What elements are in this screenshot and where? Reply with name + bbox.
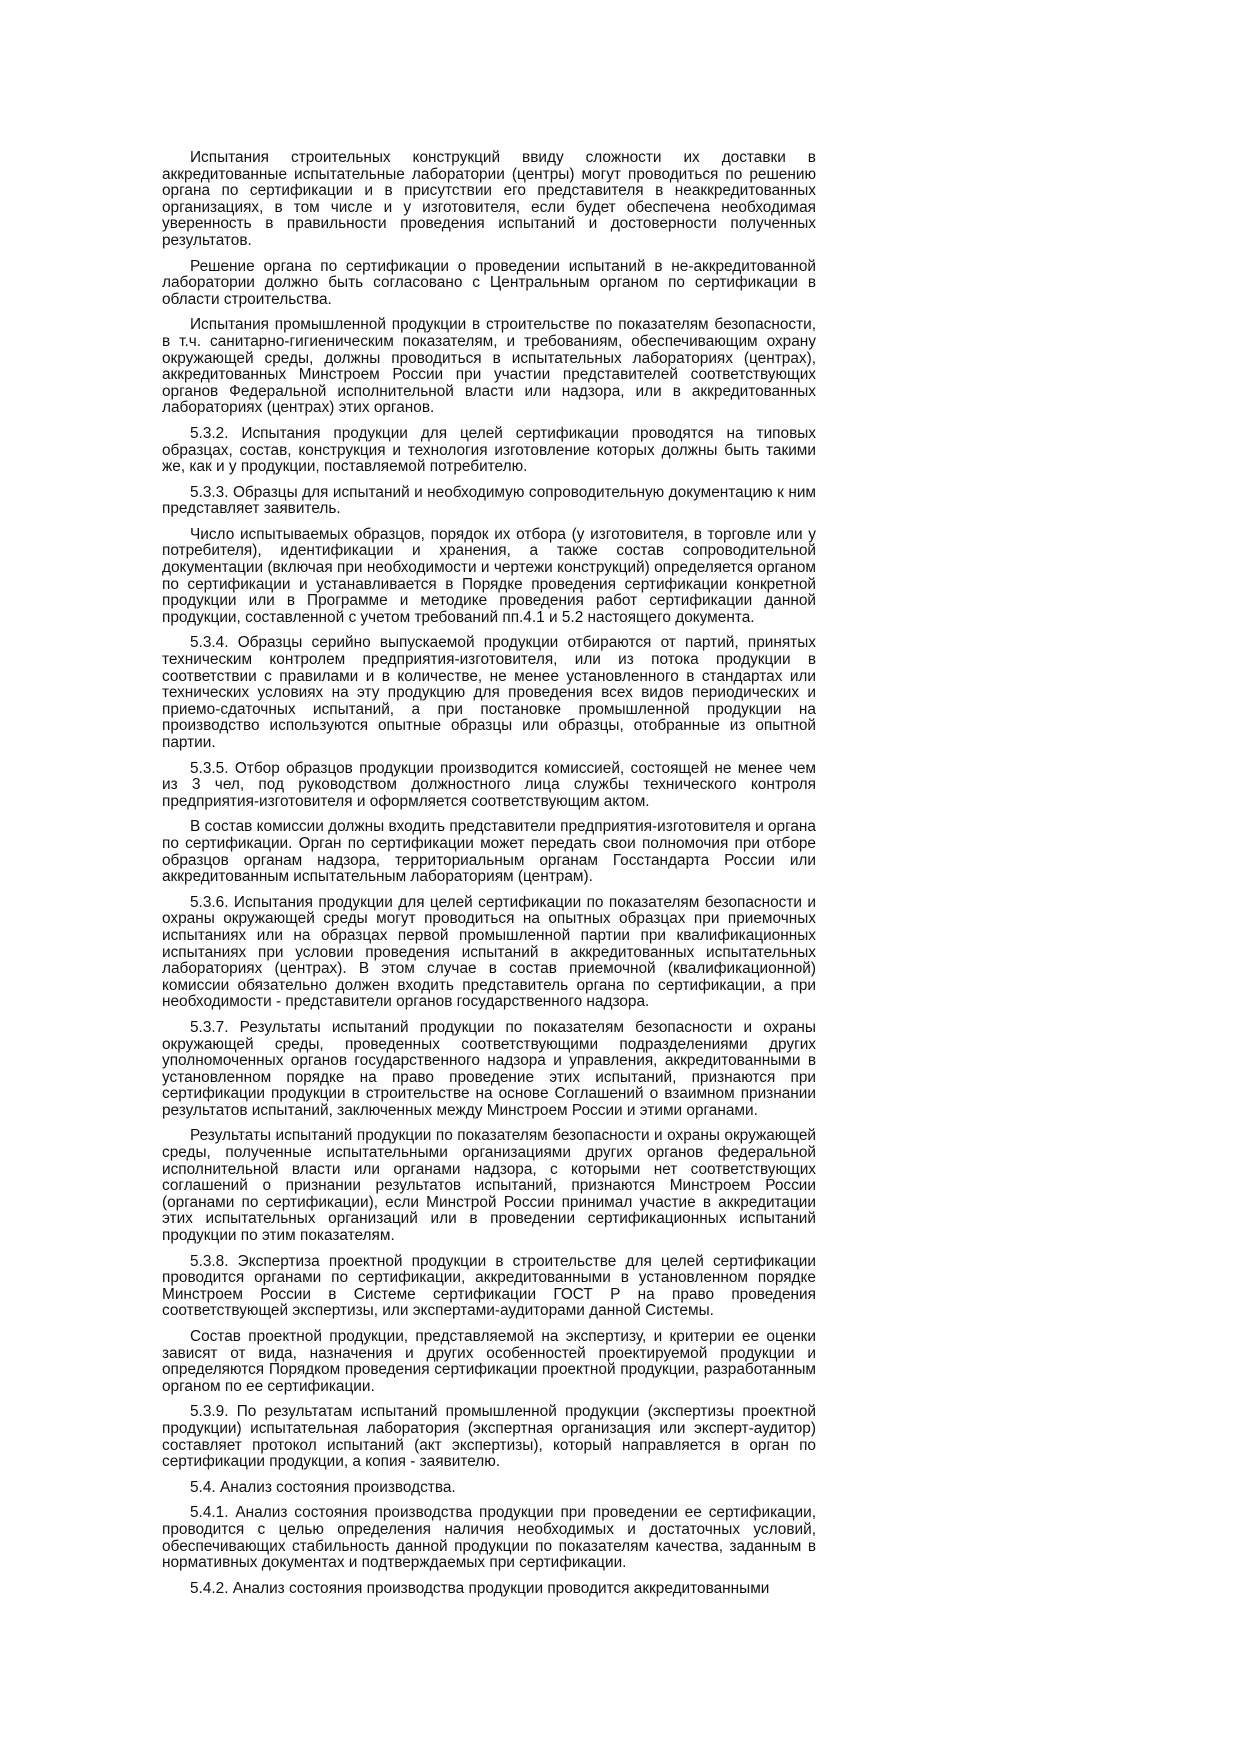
paragraph-5-4-2: 5.4.2. Анализ состояния производства продукции проводится аккредитованными [190,1579,770,1597]
paragraph-5-3-7: 5.3.7. Результаты испытаний продукции по показателям безопасности и охраны окружающей среды, проведенных соответствующими подразделениями других уполномоченных органов государственного надзора и управления, аккредитованными в установленном порядке на право проведение этих испытаний, признаются при сертификации продукции в строительстве на основе Соглашений о взаимном признании результатов испытаний, заключенных между Минстроем России и этими органами. [162,1018,816,1119]
paragraph-5-3-2: 5.3.2. Испытания продукции для целей сертификации проводятся на типовых образцах, состав, конструкция и технология изготовление которых должны быть такими же, как и у продукции, поставляемой потребителю. [162,424,816,476]
paragraph-5-3-4: 5.3.4. Образцы серийно выпускаемой продукции отбираются от партий, принятых техническим контролем предприятия-изготовителя, или из потока продукции в соответствии с правилами и в количестве, не менее установленного в стандартах или технических условиях на эту продукцию для проведения всех видов периодических и приемо-сдаточных испытаний, а при постановке промышленной продукции на производство используются опытные образцы или образцы, отобранные из опытной партии. [162,634,816,751]
paragraph-structures-testing: Испытания строительных конструкций ввиду сложности их доставки в аккредитованные испытательные лаборатории (центры) могут проводиться по решению органа по сертификации и в присутствии его представителя в неаккредитованных организациях, в том числе и у изготовителя, если будет обеспечена необходимая уверенность в правильности проведения испытаний и достоверности полученных результатов. [162,149,816,249]
paragraph-nonaccredited-lab-approval: Решение органа по сертификации о проведении испытаний в не-аккредитованной лаборатории должно быть согласовано с Центральным органом по сертификации в области строительства. [162,257,816,308]
paragraph-project-products: Состав проектной продукции, представляемой на экспертизу, и критерии ее оценки зависят от вида, назначения и других особенностей проектируемой продукции и определяются Порядком проведения сертификации проектной продукции, разработанным органом по ее сертификации. [162,1328,816,1395]
section-heading-5-4: 5.4. Анализ состояния производства. [190,1478,456,1496]
paragraph-commission-composition: В состав комиссии должны входить представители предприятия-изготовителя и органа по сертификации. Орган по сертификации может передать свои полномочия при отборе образцов органам надзора, территориальным органам Госстандарта России или аккредитованным испытательным лабораториям (центрам). [162,818,816,886]
paragraph-5-4-1: 5.4.1. Анализ состояния производства продукции при проведении ее сертификации, проводится с целью определения наличия необходимых и достаточных условий, обеспечивающих стабильность данной продукции по показателям качества, заданным в нормативных документах и подтверждаемых при сертификации. [162,1504,816,1572]
paragraph-5-3-5: 5.3.5. Отбор образцов продукции производится комиссией, состоящей не менее чем из 3 чел, под руководством должностного лица службы технического контроля предприятия-изготовителя и оформляется соответствующим актом. [162,759,816,810]
paragraph-safety-testing: Испытания промышленной продукции в строительстве по показателям безопасности, в т.ч. санитарно-гигиеническим показателям, и требованиям, обеспечивающим охрану окружающей среды, должны проводиться в испытательных лабораториях (центрах), аккредитованных Минстроем России при участии представителей соответствующих органов Федеральной исполнительной власти или надзора, или в аккредитованных лабораториях (центрах) этих органов. [162,316,816,417]
paragraph-5-3-8: 5.3.8. Экспертиза проектной продукции в строительстве для целей сертификации проводится органами по сертификации, аккредитованными в установленном порядке Минстроем России в Системе сертификации ГОСТ Р на право проведения соответствующей экспертизы, или экспертами-аудиторами данной Системы. [162,1252,816,1320]
paragraph-sample-count: Число испытываемых образцов, порядок их отбора (у изготовителя, в торговле или у потребителя), идентификации и хранения, а также состав сопроводительной документации (включая при необходимости и чертежи конструкций) определяется органом по сертификации и устанавливается в Порядке проведения сертификации конкретной продукции или в Программе и методике проведения работ сертификации данной продукции, составленной с учетом требований пп.4.1 и 5.2 настоящего документа. [162,525,816,626]
paragraph-5-3-9: 5.3.9. По результатам испытаний промышленной продукции (экспертизы проектной продукции) испытательная лаборатория (экспертная организация или эксперт-аудитор) составляет протокол испытаний (акт экспертизы), который направляется в орган по сертификации продукции, а копия - заявителю. [162,1403,816,1471]
paragraph-5-3-3: 5.3.3. Образцы для испытаний и необходимую сопроводительную документацию к ним представляет заявитель. [162,483,816,518]
paragraph-5-3-6: 5.3.6. Испытания продукции для целей сертификации по показателям безопасности и охраны окружающей среды могут проводиться на опытных образцах при приемочных испытаниях или на образцах первой промышленной партии при квалификационных испытаниях при условии проведения испытаний в аккредитованных испытательных лабораториях (центрах). В этом случае в состав приемочной (квалификационной) комиссии обязательно должен входить представитель органа по сертификации, а при необходимости - представители органов государственного надзора. [162,893,816,1011]
document-body [162,150,816,1606]
paragraph-results-recognition: Результаты испытаний продукции по показателям безопасности и охраны окружающей среды, полученные испытательными организациями других органов федеральной исполнительной власти или органами надзора, с которыми нет соответствующих соглашений о признании результатов испытаний, признаются Минстроем России (органами по сертификации), если Минстрой России принимал участие в аккредитации этих испытательных организаций или в проведении сертификационных испытаний продукции по этим показателям. [162,1127,816,1245]
